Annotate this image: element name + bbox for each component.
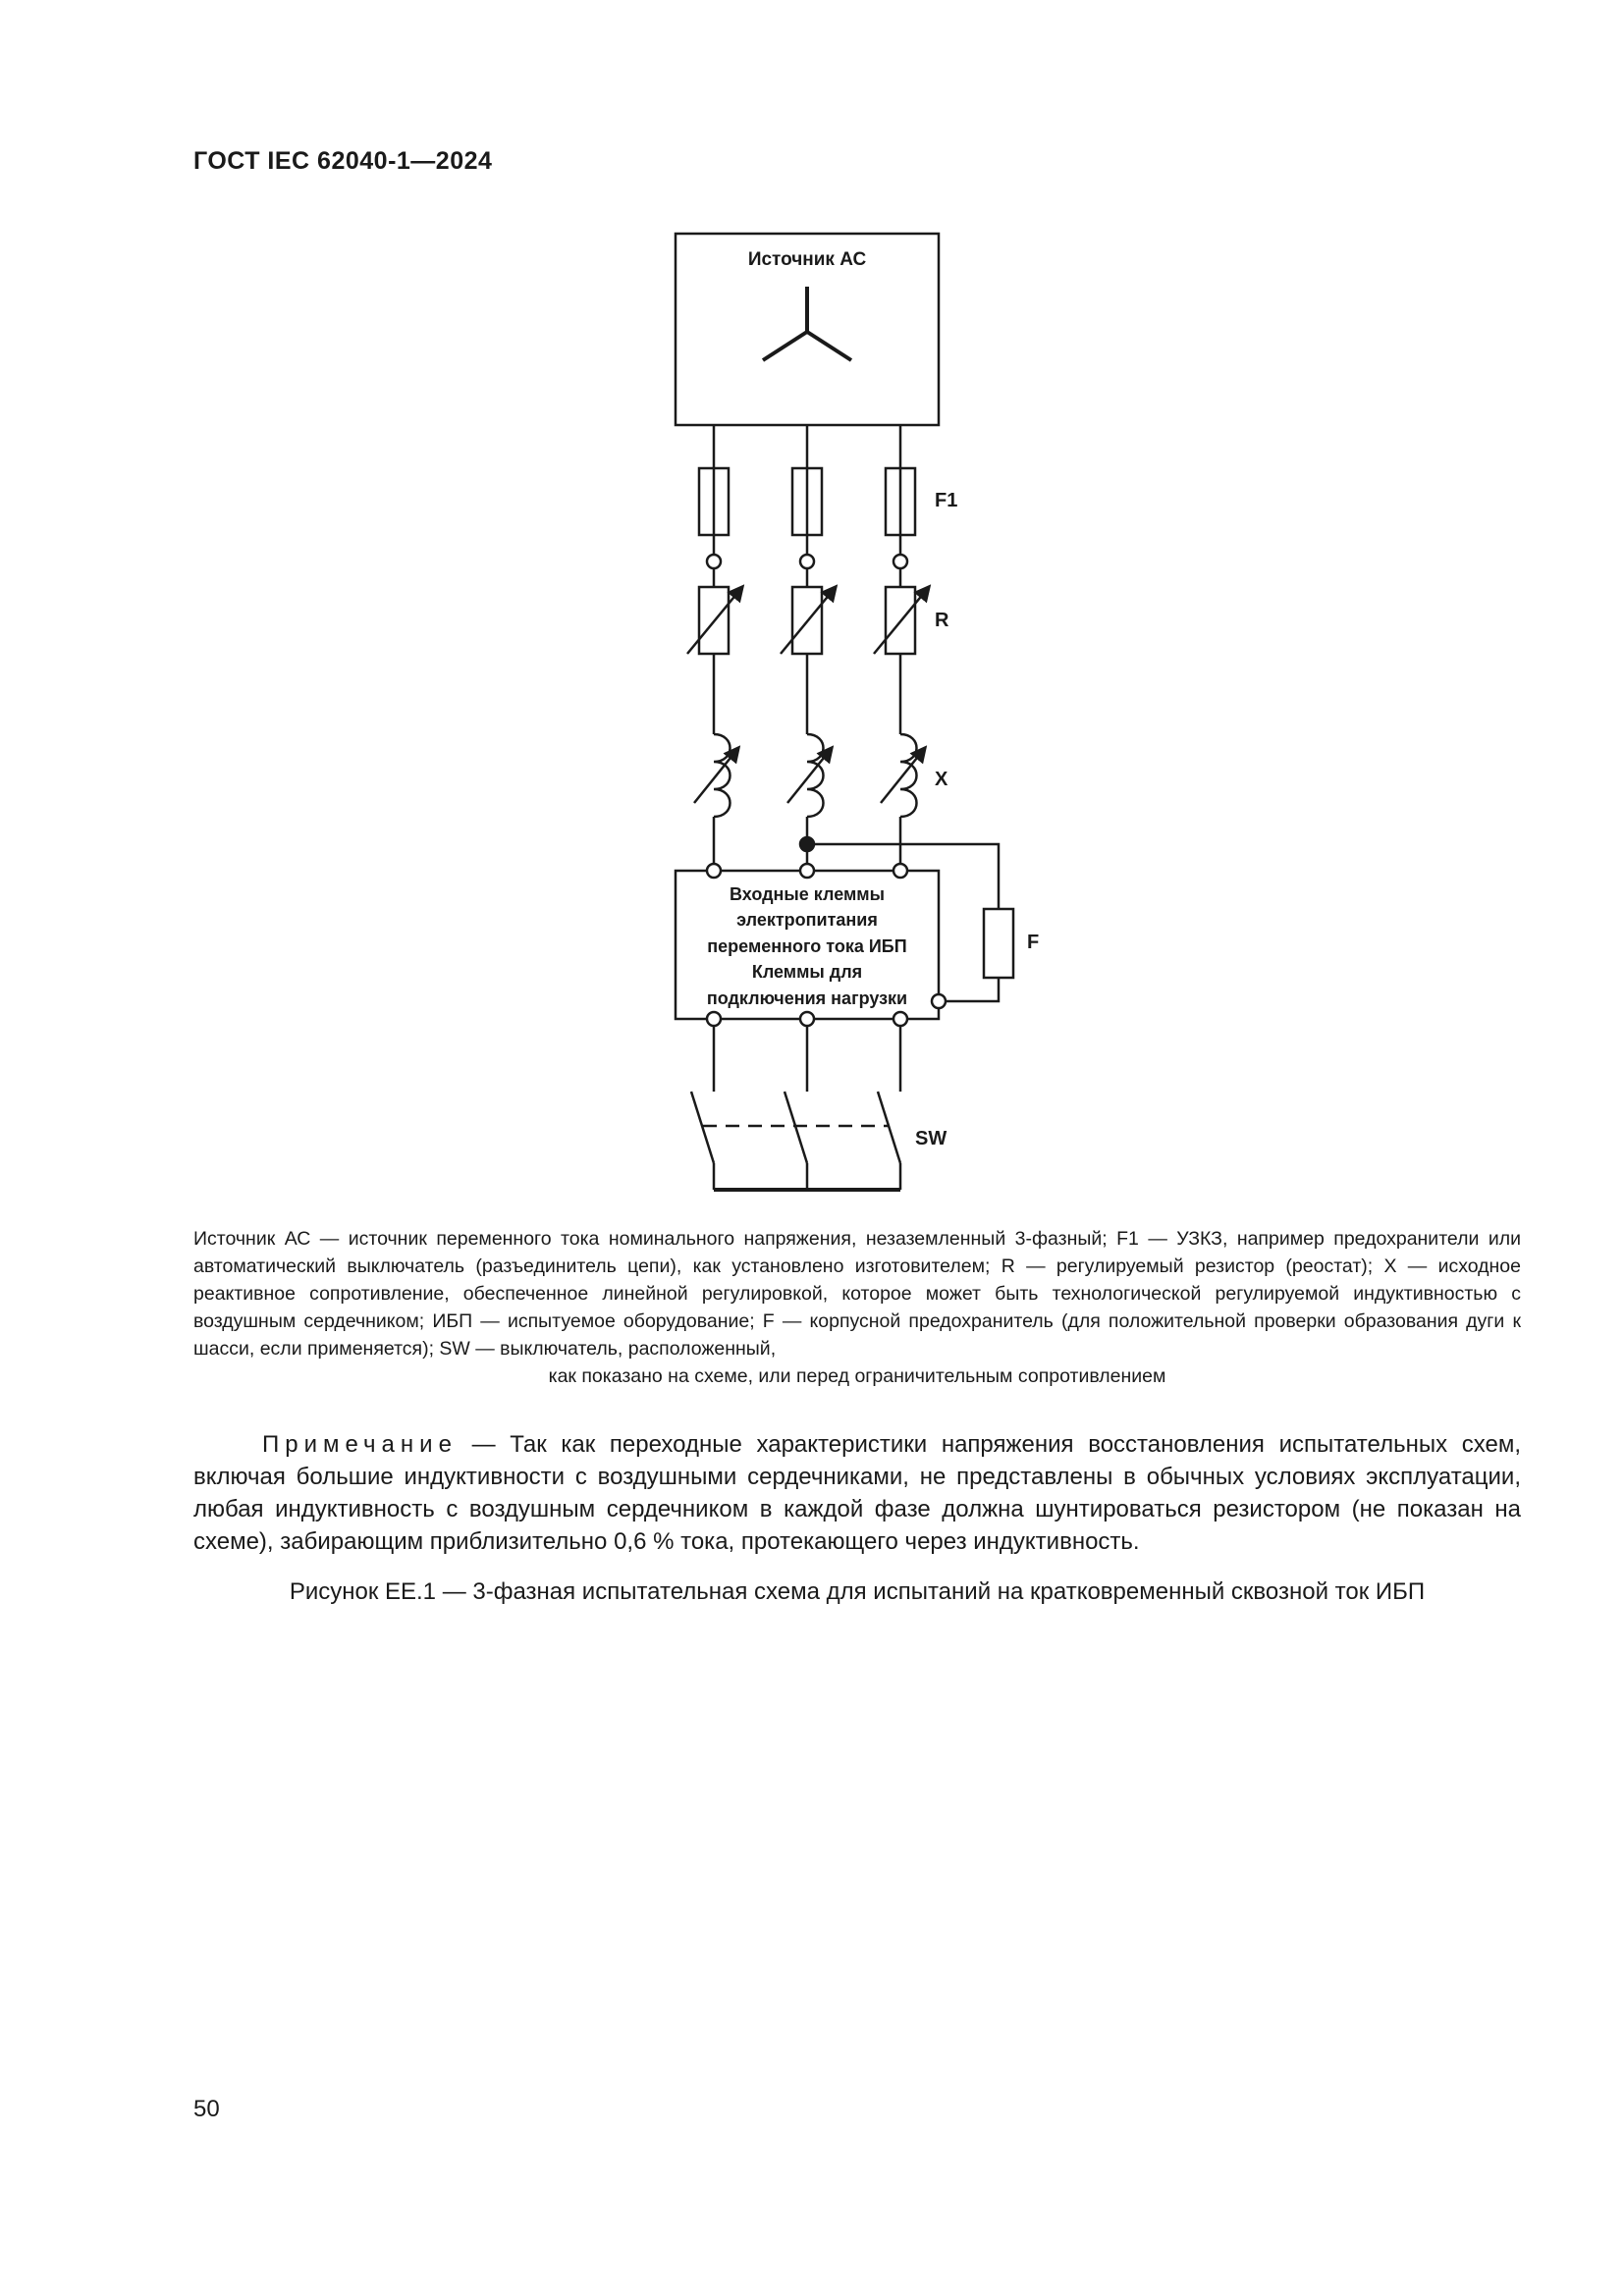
variable-resistor-phase-1: [687, 587, 742, 654]
variable-inductor-phase-1: [694, 734, 738, 817]
reactor-x-label: X: [935, 769, 948, 790]
figure-caption: Рисунок ЕЕ.1 — 3-фазная испытательная схема для испытаний на кратковременный сквозной ток ИБП: [289, 1578, 1426, 1605]
ups-line-5: подключения нагрузки: [706, 988, 908, 1008]
case-fuse-label: F: [1027, 932, 1040, 953]
switch-sw: [691, 1092, 900, 1190]
wye-symbol-icon: [763, 287, 851, 360]
ups-line-2: электропитания: [736, 910, 878, 930]
ups-output-terminal: [893, 1012, 907, 1026]
variable-inductor-phase-3: [881, 734, 925, 817]
ups-chassis-terminal: [932, 994, 946, 1008]
fuse-f1-phase-1: [699, 468, 729, 535]
variable-inductor-phase-2: [787, 734, 832, 817]
case-fuse-f: [984, 909, 1013, 978]
ups-line-1: Входные клеммы: [730, 884, 885, 904]
fuse-f1-label: F1: [935, 490, 958, 511]
document-header: ГОСТ IEC 62040-1—2024: [193, 147, 493, 175]
ups-line-4: Клеммы для: [751, 962, 863, 982]
legend-text: Источник АС — источник переменного тока номинального напряжения, незаземленный 3-фазный; F1 — УЗКЗ, например предохранители или автоматический выключатель (разъединитель цепи), как установлено изготовителем; R — регулируемый резистор (реостат); Х — исходное реактивное сопротивление, обеспеченное линейной регулировкой, которое может быть технологической регулируемой индуктивностью с воздушным сердечником; ИБП — испытуемое оборудование; F — корпусной предохранитель (для положительной проверки образования дуги к шасси, если применяется); SW — выключатель, расположенный,: [193, 1228, 1521, 1360]
fuse-f1-phase-3: [886, 468, 915, 535]
note-text: — Так как переходные характеристики напряжения восстановления испытательных схем, включая большие индуктивности с воздушными сердечниками, не представлены в обычных условиях эксплуатации, любая индуктивность с воздушным сердечником в каждой фазе должна шунтироваться резистором (не показан на схеме), забирающим приблизительно 0,6 % тока, протекающего через индуктивность.: [193, 1431, 1521, 1555]
variable-resistor-phase-2: [781, 587, 836, 654]
ups-line-3: переменного тока ИБП: [707, 936, 907, 956]
terminal-circle: [707, 555, 721, 568]
terminal-circle: [800, 555, 814, 568]
legend-last-line: как показано на схеме, или перед ограничительным сопротивлением: [548, 1365, 1166, 1387]
ac-source-label: Источник АС: [747, 249, 867, 270]
ups-input-terminal: [893, 864, 907, 878]
terminal-circle: [893, 555, 907, 568]
note-paragraph: [193, 1428, 1521, 1558]
ups-input-terminal: [707, 864, 721, 878]
resistor-r-label: R: [935, 610, 949, 631]
ups-output-terminal: [707, 1012, 721, 1026]
page-number: 50: [193, 2096, 220, 2122]
switch-sw-label: SW: [915, 1128, 947, 1149]
figure-legend: [193, 1225, 1521, 1390]
ups-output-terminal: [800, 1012, 814, 1026]
fuse-f1-phase-2: [792, 468, 822, 535]
note-label: Примечание: [262, 1431, 458, 1458]
ups-input-terminal: [800, 864, 814, 878]
variable-resistor-phase-3: [874, 587, 929, 654]
